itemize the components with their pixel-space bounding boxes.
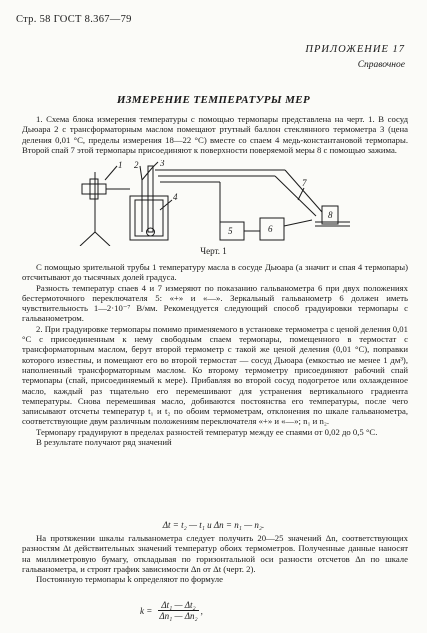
equation-1: Δt = t₂ — t₁ и Δn = n₁ — n₂. xyxy=(162,520,265,530)
thermometer xyxy=(148,166,153,232)
paragraph-1 xyxy=(22,114,408,155)
paragraph-2 xyxy=(22,262,408,447)
reference-label: Справочное xyxy=(357,60,405,70)
page-header: Стр. 58 ГОСТ 8.367—79 xyxy=(16,14,132,25)
formula-fraction xyxy=(156,600,200,621)
paragraph-6-text: В результате получают ряд значений xyxy=(36,437,172,448)
paragraph-7-text: На протяжении шкалы гальванометра следует получить 20—25 значений Δn, соответствующих разностям Δt действительных значений температур обоих термометров. Полученные данные наносят на миллиметровую бумагу, откладывая по горизонтальной оси разности отсчетов Δn по шкале гальванометра, и строят график зависимости Δn от Δt (черт. 2). xyxy=(22,533,408,574)
label-6: 6 xyxy=(268,224,273,234)
paragraph-4-text: 2. При градуировке термопары помимо применяемого в установке термометра с ценой деления 0,01 °С с присоединенным к нему свободным спаем термопары, помещенного в термостат с трансформаторным маслом, берут второй термометр с такой же ценой деления (0,01 °С), поправки которого известны, и помещают его во второй термостат — сосуд Дьюара (емкостью не менее 1 дм³), наполненный трансформаторным маслом. Ко второму термометру присоединяют рабочий спай термопары (спай, присоединяемый к мере). Прибавляя во второй сосуд подогретое или охлажденное масло, каждый раз тщательно его перемешивают для устранения вертикального градиента температуры. Снова перемешивая масло, добиваются постоянства его температуры, после чего записывают отсчеты температур t₁ и t₂ по обоим термометрам, отклонения по шкале гальванометра, соответствующие двум различным положениям переключателя «+» и «—»; n₁ и n₂. xyxy=(22,323,408,427)
telescope-body xyxy=(82,184,106,194)
label-1: 1 xyxy=(118,160,123,170)
formula-lhs: k = xyxy=(140,605,153,616)
formula-denominator: Δn₁ — Δn₂ xyxy=(159,611,198,621)
apparatus-diagram xyxy=(60,160,360,246)
figure-caption: Черт. 1 xyxy=(200,246,227,256)
formula xyxy=(140,600,203,621)
paragraph-7 xyxy=(22,533,408,584)
formula-tail: , xyxy=(200,605,203,616)
label-7: 7 xyxy=(302,178,307,188)
appendix-label: ПРИЛОЖЕНИЕ 17 xyxy=(305,44,405,55)
label-8: 8 xyxy=(328,210,333,220)
formula-numerator: Δt₁ — Δt₂ xyxy=(158,600,198,611)
paragraph-1-text: 1. Схема блока измерения температуры с помощью термопары представлена на черт. 1. В сосуд Дьюара 2 с трансформаторным маслом помещают ртутный баллон стеклянного термометра 3 (цена деления 0,01 °С, пределы измерения 18—22 °С) вместе со спаем 4 медь-константановой термопары. Второй спай 7 этой термопары присоединяют к поверхности поверяемой меры 8 с помощью зажима. xyxy=(22,114,408,155)
paragraph-2-text: С помощью зрительной трубы 1 температуру масла в сосуде Дьюара (а значит и спая 4 термопары) отсчитывают до тысячных долей градуса. xyxy=(22,262,408,283)
paragraph-8-text: Постоянную термопары k определяют по формуле xyxy=(36,574,223,585)
section-title: ИЗМЕРЕНИЕ ТЕМПЕРАТУРЫ МЕР xyxy=(116,94,311,106)
label-2: 2 xyxy=(134,160,139,170)
label-5: 5 xyxy=(228,226,233,236)
dewar-vessel xyxy=(130,196,168,240)
paragraph-5-text: Термопару градуируют в пределах разностей температур между ее спаями от 0,02 до 0,5 °С. xyxy=(36,426,378,437)
paragraph-3-text: Разность температур спаев 4 и 7 измеряют по показанию гальванометра 6 при двух положениях бестермоточного переключателя 5: «+» и «—». Зеркальный гальванометр 6 должен иметь чувствительность 1—2·10⁻⁷ В/мм. Рекомендуется следующий способ градуировки термопары с гальванометром. xyxy=(22,282,408,324)
label-4: 4 xyxy=(173,192,178,202)
label-3: 3 xyxy=(160,160,165,168)
